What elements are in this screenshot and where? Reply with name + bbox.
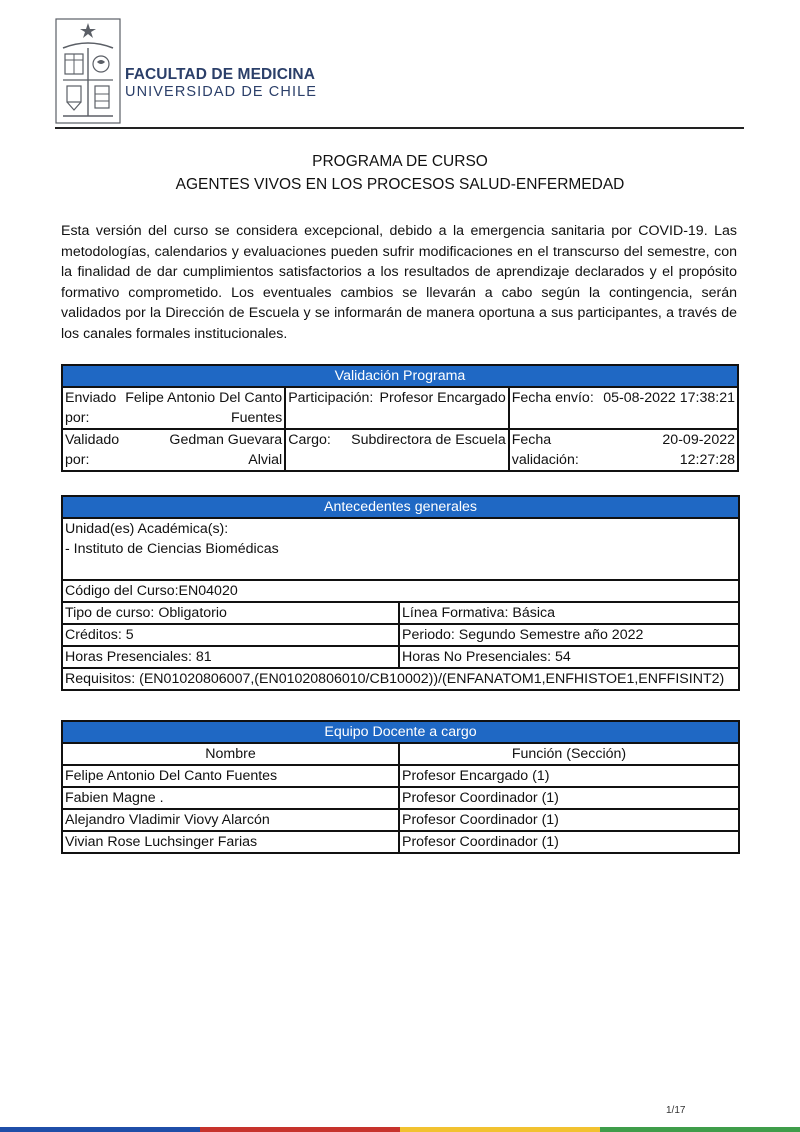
academic-unit-cell bbox=[62, 518, 739, 580]
participation-value: Profesor Encargado bbox=[379, 390, 506, 406]
send-date-cell bbox=[509, 387, 738, 429]
send-date-value: 05-08-2022 17:38:21 bbox=[603, 390, 735, 406]
teacher-name: Fabien Magne . bbox=[62, 787, 399, 809]
table-row bbox=[62, 787, 739, 809]
teacher-name: Felipe Antonio Del Canto Fuentes bbox=[62, 765, 399, 787]
credits: Créditos: 5 bbox=[62, 624, 399, 646]
header-divider bbox=[55, 127, 744, 129]
validated-by-value: Gedman Guevara Alvial bbox=[169, 432, 283, 468]
validation-header: Validación Programa bbox=[62, 365, 738, 387]
formative-line: Línea Formativa: Básica bbox=[399, 602, 739, 624]
stripe-segment bbox=[600, 1127, 800, 1132]
table-row bbox=[62, 831, 739, 853]
validation-table bbox=[61, 364, 739, 472]
teacher-function: Profesor Coordinador (1) bbox=[399, 787, 739, 809]
requirements: Requisitos: (EN01020806007,(EN01020806010/CB10002))/(ENFANATOM1,ENFHISTOE1,ENFFISINT2) bbox=[62, 668, 739, 690]
participation-cell bbox=[285, 387, 509, 429]
academic-unit-label: Unidad(es) Académica(s): bbox=[65, 521, 229, 537]
teacher-name: Vivian Rose Luchsinger Farias bbox=[62, 831, 399, 853]
faculty-logo bbox=[55, 18, 318, 124]
period: Periodo: Segundo Semestre año 2022 bbox=[399, 624, 739, 646]
column-header-name: Nombre bbox=[62, 743, 399, 765]
sent-by-value: Felipe Antonio Del Canto Fuentes bbox=[125, 390, 283, 426]
role-cell bbox=[285, 429, 509, 471]
teaching-team-header: Equipo Docente a cargo bbox=[62, 721, 739, 743]
validated-by-label: Validado por: bbox=[65, 432, 120, 468]
participation-label: Participación: bbox=[288, 390, 374, 406]
academic-unit-value: - Instituto de Ciencias Biomédicas bbox=[65, 541, 279, 557]
intro-paragraph: Esta versión del curso se considera excepcional, debido a la emergencia sanitaria por COVID-19. Las metodologías, calendarios y evaluaciones pueden sufrir modificaciones en el transcurso del semestre, con la finalidad de dar cumplimientos satisfactorios a los resultados de aprendizaje declarados y el propósito formativo comprometido. Los eventuales cambios se llevarán a cabo según la contingencia, serán validados por la Dirección de Escuela y se informarán de manera oportuna a sus participantes, a través de los canales formales institucionales. bbox=[61, 223, 737, 342]
page-number: 1/17 bbox=[666, 1105, 686, 1116]
send-date-label: Fecha envío: bbox=[511, 390, 594, 406]
general-background-header: Antecedentes generales bbox=[62, 496, 739, 518]
university-name: UNIVERSIDAD DE CHILE bbox=[125, 84, 318, 100]
validation-date-cell bbox=[509, 429, 738, 471]
table-row bbox=[62, 809, 739, 831]
non-contact-hours: Horas No Presenciales: 54 bbox=[399, 646, 739, 668]
stripe-segment bbox=[0, 1127, 200, 1132]
teacher-function: Profesor Coordinador (1) bbox=[399, 809, 739, 831]
role-label: Cargo: bbox=[288, 432, 331, 448]
sent-by-label: Enviado por: bbox=[65, 390, 117, 426]
stripe-segment bbox=[200, 1127, 400, 1132]
validation-date-value: 20-09-2022 12:27:28 bbox=[662, 432, 735, 468]
university-crest-icon bbox=[55, 18, 121, 124]
role-value: Subdirectora de Escuela bbox=[351, 432, 506, 448]
stripe-segment bbox=[400, 1127, 600, 1132]
course-type: Tipo de curso: Obligatorio bbox=[62, 602, 399, 624]
footer-color-stripe bbox=[0, 1127, 800, 1132]
teacher-function: Profesor Coordinador (1) bbox=[399, 831, 739, 853]
course-title: AGENTES VIVOS EN LOS PROCESOS SALUD-ENFERMEDAD bbox=[175, 176, 625, 193]
column-header-function: Función (Sección) bbox=[399, 743, 739, 765]
faculty-name: FACULTAD DE MEDICINA bbox=[125, 66, 315, 83]
validated-by-cell bbox=[62, 429, 285, 471]
general-background-table bbox=[61, 495, 740, 691]
teacher-name: Alejandro Vladimir Viovy Alarcón bbox=[62, 809, 399, 831]
validation-date-label: Fecha validación: bbox=[511, 432, 579, 468]
teacher-function: Profesor Encargado (1) bbox=[399, 765, 739, 787]
contact-hours: Horas Presenciales: 81 bbox=[62, 646, 399, 668]
table-row bbox=[62, 765, 739, 787]
teaching-team-table bbox=[61, 720, 740, 854]
document-title: PROGRAMA DE CURSO bbox=[312, 153, 488, 170]
course-code: Código del Curso:EN04020 bbox=[62, 580, 739, 602]
sent-by-cell bbox=[62, 387, 285, 429]
